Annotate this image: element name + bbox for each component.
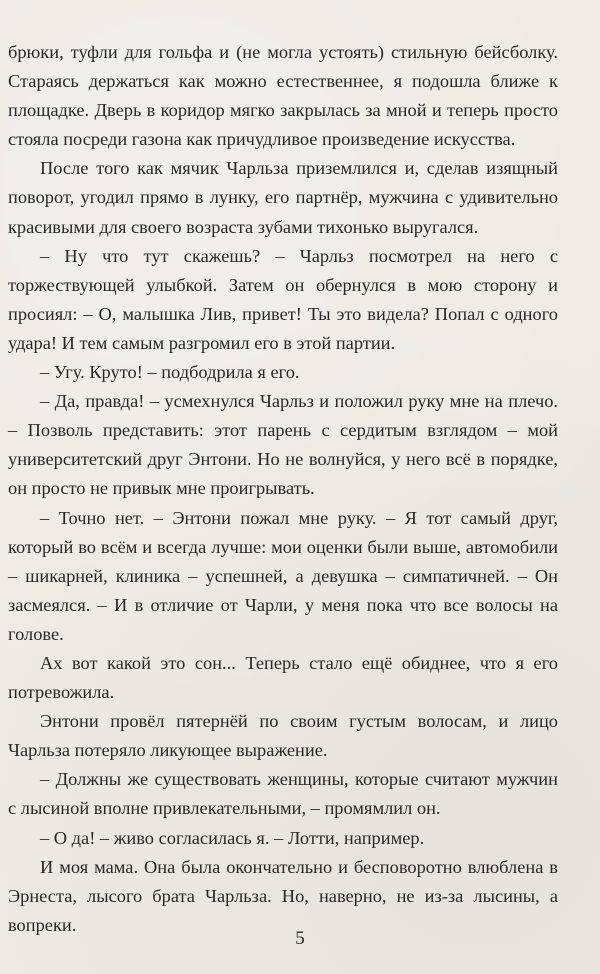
page-number: 5 xyxy=(295,928,305,949)
paragraph-10: – О да! – живо согласилась я. – Лотти, например. xyxy=(40,827,425,848)
paragraph-4: – Угу. Круто! – подбодрила я его. xyxy=(40,362,300,383)
paragraph-11: И моя мама. Она была окончательно и бесповоротно влюблена в Эрнеста, лысого брата Чарльза. Но, наверно, не из-за лысины, а вопреки. xyxy=(8,856,558,935)
paragraph-3: – Ну что тут скажешь? – Чарльз посмотрел на него с торжествующей улыбкой. Затем он обернулся в мою сторону и просиял: – О, малышка Лив, привет! Ты это видела? Попал с одного удара! И тем самым разгромил его в этой партии. xyxy=(8,245,558,353)
body-text xyxy=(8,38,558,940)
paragraph-7: Ах вот какой это сон... Теперь стало ещё обиднее, что я его потревожила. xyxy=(8,652,558,703)
paragraph-2: После того как мячик Чарльза приземлился и, сделав изящный поворот, угодил прямо в лунку, его партнёр, мужчина с удивительно красивыми для своего возраста зубами тихонько выругался. xyxy=(8,158,558,237)
paragraph-1: брюки, туфли для гольфа и (не могла устоять) стильную бейсболку. Стараясь держаться как можно естественнее, я подошла ближе к площадке. Дверь в коридор мягко закрылась за мной и теперь просто стояла посреди газона как причудливое произведение искусства. xyxy=(8,42,558,150)
paragraph-5: – Да, правда! – усмехнулся Чарльз и положил руку мне на плечо. – Позволь представить: этот парень с сердитым взглядом – мой университетский друг Энтони. Но не волнуйся, у него всё в порядке, он просто не привык мне проигрывать. xyxy=(8,391,558,499)
paragraph-9: – Должны же существовать женщины, которые считают мужчин с лысиной вполне привлекательными, – промямлил он. xyxy=(8,769,558,819)
paragraph-6: – Точно нет. – Энтони пожал мне руку. – Я тот самый друг, который во всём и всегда лучше: мои оценки были выше, автомобили – шикарней, клиника – успешней, а девушка – симпатичней. – Он засмеялся. – И в отличие от Чарли, у меня пока что все волосы на голове. xyxy=(8,507,558,644)
paragraph-8: Энтони провёл пятернёй по своим густым волосам, и лицо Чарльза потеряло ликующее выражение. xyxy=(8,711,558,761)
